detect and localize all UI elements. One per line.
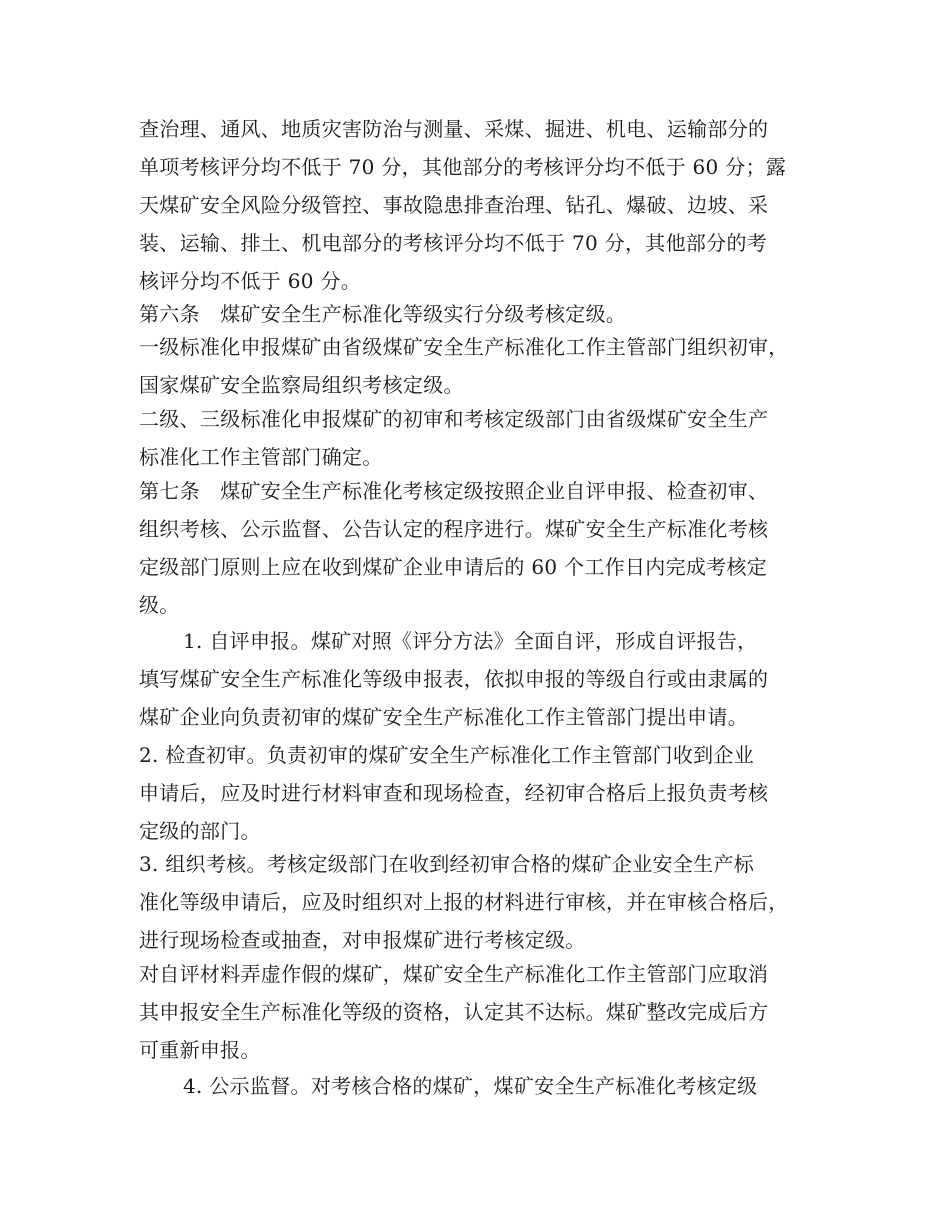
text-line: 装、运输、排土、机电部分的考核评分均不低于 70 分，其他部分的考 xyxy=(139,231,768,255)
text-line: 其申报安全生产标准化等级的资格，认定其不达标。煤矿整改完成后方 xyxy=(139,1000,769,1024)
text-line: 二级、三级标准化申报煤矿的初审和考核定级部门由省级煤矿安全生产 xyxy=(139,407,769,431)
article-heading: 第七条 煤矿安全生产标准化考核定级按照企业自评申报、检查初审、 xyxy=(139,479,769,503)
list-item-start: 4. 公示监督。对考核合格的煤矿，煤矿安全生产标准化考核定级 xyxy=(183,1074,758,1098)
text-line: 级。 xyxy=(139,593,180,617)
text-line: 国家煤矿安全监察局组织考核定级。 xyxy=(139,373,464,397)
text-line: 核评分均不低于 60 分。 xyxy=(139,269,362,293)
text-line: 组织考核、公示监督、公告认定的程序进行。煤矿安全生产标准化考核 xyxy=(139,517,769,541)
text-line: 煤矿企业向负责初审的煤矿安全生产标准化工作主管部门提出申请。 xyxy=(139,705,748,729)
text-line: 标准化工作主管部门确定。 xyxy=(139,445,383,469)
text-line: 天煤矿安全风险分级管控、事故隐患排查治理、钻孔、爆破、边坡、采 xyxy=(139,193,769,217)
list-item-start: 2. 检查初审。负责初审的煤矿安全生产标准化工作主管部门收到企业 xyxy=(139,743,755,767)
text-line: 单项考核评分均不低于 70 分，其他部分的考核评分均不低于 60 分；露 xyxy=(139,155,787,179)
text-line: 进行现场检查或抽查，对申报煤矿进行考核定级。 xyxy=(139,928,586,952)
text-line: 一级标准化申报煤矿由省级煤矿安全生产标准化工作主管部门组织初审， xyxy=(139,335,789,359)
text-line: 准化等级申请后，应及时组织对上报的材料进行审核，并在审核合格后， xyxy=(139,890,789,914)
text-line: 定级的部门。 xyxy=(139,819,261,843)
text-line: 申请后，应及时进行材料审查和现场检查，经初审合格后上报负责考核 xyxy=(139,781,769,805)
list-item-start: 3. 组织考核。考核定级部门在收到经初审合格的煤矿企业安全生产标 xyxy=(139,852,755,876)
list-item-start: 1. 自评申报。煤矿对照《评分方法》全面自评，形成自评报告， xyxy=(183,629,758,653)
text-line: 对自评材料弄虚作假的煤矿，煤矿安全生产标准化工作主管部门应取消 xyxy=(139,962,769,986)
text-line: 查治理、通风、地质灾害防治与测量、采煤、掘进、机电、运输部分的 xyxy=(139,117,769,141)
text-line: 可重新申报。 xyxy=(139,1038,261,1062)
article-heading: 第六条 煤矿安全生产标准化等级实行分级考核定级。 xyxy=(139,302,627,326)
text-line: 定级部门原则上应在收到煤矿企业申请后的 60 个工作日内完成考核定 xyxy=(139,555,768,579)
text-line: 填写煤矿安全生产标准化等级申报表，依拟申报的等级自行或由隶属的 xyxy=(139,667,769,691)
